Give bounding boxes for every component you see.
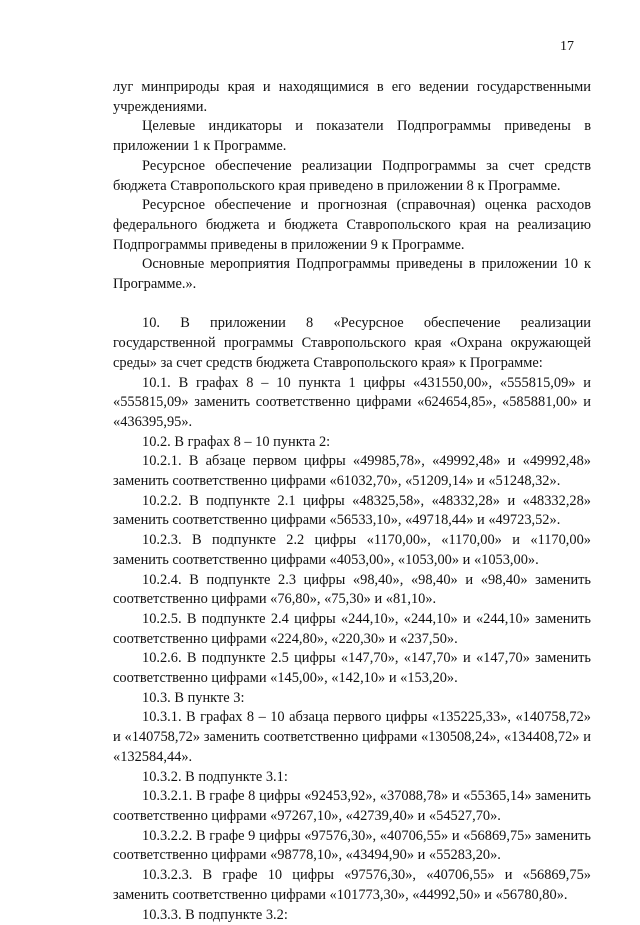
paragraph-12: 10.2.4. В подпункте 2.3 цифры «98,40», «98,40» и «98,40» заменить соответственно цифрами «76,80», «75,30» и «81,10». bbox=[113, 571, 591, 608]
paragraph-11: 10.2.3. В подпункте 2.2 цифры «1170,00», «1170,00» и «1170,00» заменить соответственно цифрами «4053,00», «1053,00» и «1053,00». bbox=[113, 532, 591, 568]
paragraph-16: 10.3.1. В графах 8 – 10 абзаца первого цифры «135225,33», «140758,72» и «140758,72» заменить соответственно цифрами «130508,24», «134408,72» и «132584,44». bbox=[113, 709, 591, 765]
document-body bbox=[113, 78, 591, 925]
paragraph-20: 10.3.2.3. В графе 10 цифры «97576,30», «40706,55» и «56869,75» заменить соответственно цифрами «101773,30», «44992,50» и «56780,80». bbox=[113, 867, 591, 903]
paragraph-2: Целевые индикаторы и показатели Подпрограммы приведены в приложении 1 к Программе. bbox=[113, 118, 591, 155]
paragraph-7: 10.1. В графах 8 – 10 пункта 1 цифры «431550,00», «555815,09» и «555815,09» заменить соответственно цифрами «624654,85», «585881,00» и «436395,95». bbox=[113, 374, 591, 430]
paragraph-17: 10.3.2. В подпункте 3.1: bbox=[142, 768, 288, 785]
paragraph-19: 10.3.2.2. В графе 9 цифры «97576,30», «40706,55» и «56869,75» заменить соответственно цифрами «98778,10», «43494,90» и «55283,20». bbox=[113, 827, 591, 864]
paragraph-21: 10.3.3. В подпункте 3.2: bbox=[142, 906, 288, 923]
paragraph-6: 10. В приложении 8 «Ресурсное обеспечение реализации государственной программы Ставропольского края «Охрана окружающей среды» за счет средств бюджета Ставропольского края» к Программе: bbox=[113, 315, 591, 371]
page-number: 17 bbox=[560, 39, 574, 54]
paragraph-1: луг минприроды края и находящимися в его ведении государственными учреждениями. bbox=[113, 79, 591, 115]
paragraph-13: 10.2.5. В подпункте 2.4 цифры «244,10», «244,10» и «244,10» заменить соответственно цифрами «224,80», «220,30» и «237,50». bbox=[113, 610, 591, 647]
paragraph-5: Основные мероприятия Подпрограммы приведены в приложении 10 к Программе.». bbox=[113, 256, 591, 293]
paragraph-10: 10.2.2. В подпункте 2.1 цифры «48325,58», «48332,28» и «48332,28» заменить соответственно цифрами «56533,10», «49718,44» и «49723,52». bbox=[113, 492, 591, 529]
paragraph-3: Ресурсное обеспечение реализации Подпрограммы за счет средств бюджета Ставропольского края приведено в приложении 8 к Программе. bbox=[113, 157, 591, 194]
paragraph-9: 10.2.1. В абзаце первом цифры «49985,78», «49992,48» и «49992,48» заменить соответственно цифрами «61032,70», «51209,14» и «51248,32». bbox=[113, 453, 591, 490]
paragraph-18: 10.3.2.1. В графе 8 цифры «92453,92», «37088,78» и «55365,14» заменить соответственно цифрами «97267,10», «42739,40» и «54527,70». bbox=[113, 788, 591, 824]
paragraph-14: 10.2.6. В подпункте 2.5 цифры «147,70», «147,70» и «147,70» заменить соответственно цифрами «145,00», «142,10» и «153,20». bbox=[113, 650, 591, 687]
paragraph-15: 10.3. В пункте 3: bbox=[142, 689, 245, 706]
paragraph-4: Ресурсное обеспечение и прогнозная (справочная) оценка расходов федерального бюджета и бюджета Ставропольского края на реализацию Подпрограммы приведены в приложении 9 к Программе. bbox=[113, 197, 591, 253]
paragraph-8: 10.2. В графах 8 – 10 пункта 2: bbox=[142, 433, 331, 450]
